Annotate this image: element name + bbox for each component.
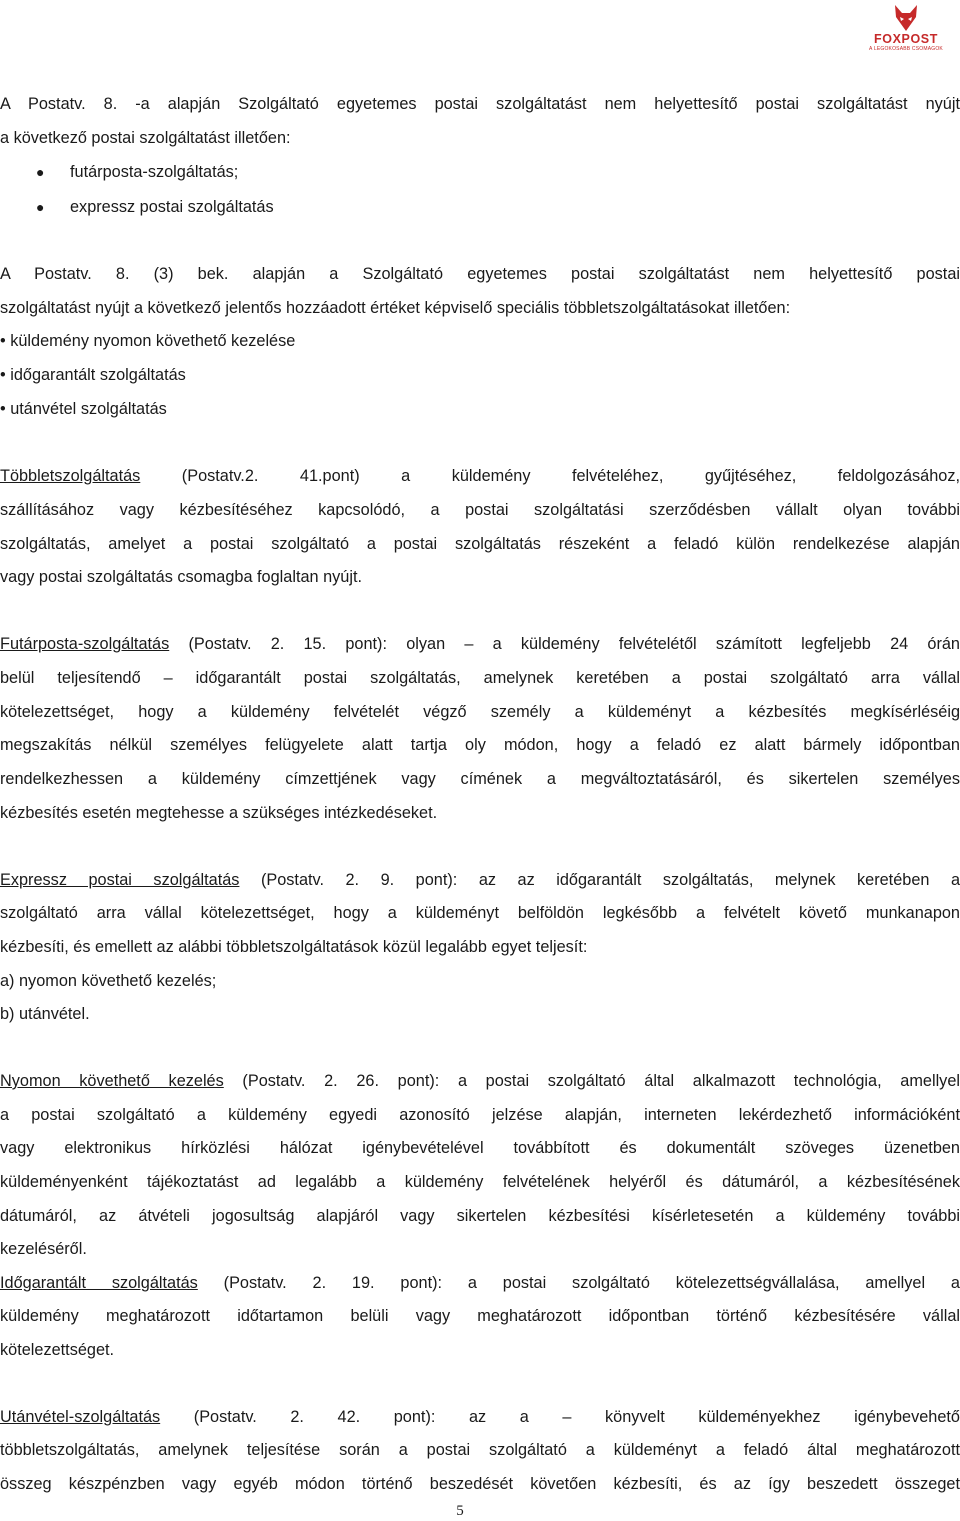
definition-line: a postai szolgáltató a küldemény egyedi azonosító jelzése alapján, interneten lekérdezhető információként <box>0 1106 960 1124</box>
definition-line: dátumáról, az átvételi jogosultság alapjáról vagy sikertelen kézbesítési kísérletesetén a küldemény további <box>0 1207 960 1225</box>
definition-line: megszakítás nélkül személyes felügyelete alatt tartja oly módon, hogy a feladó ez alatt bármely időpontban <box>0 736 960 754</box>
definition-line: kézbesítés esetén megtehesse a szükséges intézkedéseket. <box>0 804 438 822</box>
definition-line: vagy postai szolgáltatás csomagba foglaltan nyújt. <box>0 568 363 586</box>
list-item: futárposta-szolgáltatás; <box>70 163 239 181</box>
list-item: • utánvétel szolgáltatás <box>0 400 167 418</box>
definition-line: szolgáltató arra vállal kötelezettséget, hogy a küldeményt belföldön legkésőbb a felvételt követő munkanapon <box>0 904 960 922</box>
term-idogarantalt: Időgarantált szolgáltatás <box>0 1274 198 1292</box>
definition-expressz-line1: Expressz postai szolgáltatás (Postatv. 2. 9. pont): az az időgarantált szolgáltatás, melynek keretében a <box>0 871 960 889</box>
list-item: expressz postai szolgáltatás <box>70 198 274 216</box>
term-utanvetel: Utánvétel-szolgáltatás <box>0 1408 161 1426</box>
term-tobbletszolgaltatas: Többletszolgáltatás <box>0 467 141 485</box>
definition-line: összeg készpénzben vagy egyéb módon történő beszedését követően kézbesíti, és az így beszedett összeget <box>0 1475 960 1493</box>
definition-line: szolgáltatás, amelyet a postai szolgáltató a postai szolgáltatás részeként a feladó külön rendelkezése alapján <box>0 535 960 553</box>
section1-intro-line2: a következő postai szolgáltatást illetően: <box>0 129 291 147</box>
definition-line: a) nyomon követhető kezelés; <box>0 972 217 990</box>
logo-slogan: A LEGOKOSABB CSOMAGOK <box>869 46 943 52</box>
definition-line: vagy elektronikus hírközlési hálózat igénybevételével továbbított és dokumentált szöveges üzenetben <box>0 1139 960 1157</box>
definition-line: kötelezettséget, hogy a küldemény felvételét végző személy a küldeményt a kézbesítés megkísérléséig <box>0 703 960 721</box>
foxpost-logo <box>866 4 946 70</box>
term-futarposta: Futárposta-szolgáltatás <box>0 635 170 653</box>
definition-utanvetel-line1: Utánvétel-szolgáltatás (Postatv. 2. 42. pont): az a – könyvelt küldeményekhez igénybevehető <box>0 1408 960 1426</box>
section2-line2: szolgáltatást nyújt a következő jelentős hozzáadott értéket képviselő speciális többletszolgáltatásokat illetően: <box>0 299 791 317</box>
term-expressz: Expressz postai szolgáltatás <box>0 871 240 889</box>
section2-line1: A Postatv. 8. (3) bek. alapján a Szolgáltató egyetemes postai szolgáltatást nem helyettesítő postai <box>0 265 960 283</box>
definition-line: rendelkezhessen a küldemény címzettjének vagy címének a megváltoztatásáról, és sikertelen személyes <box>0 770 960 788</box>
bullet-marker: ● <box>36 199 45 215</box>
definition-idogar-line1: Időgarantált szolgáltatás (Postatv. 2. 19. pont): a postai szolgáltató kötelezettségvállalása, amellyel a <box>0 1274 960 1292</box>
fox-head-icon <box>893 4 919 32</box>
definition-line: küldemény meghatározott időtartamon belüli vagy meghatározott időpontban történő kézbesítésére vállal <box>0 1307 960 1325</box>
page-number: 5 <box>456 1503 464 1519</box>
logo-brand: FOXPOST <box>874 32 938 46</box>
definition-line: küldeményenként tájékoztatást ad legalább a küldemény felvételének helyéről és dátumáról, a kézbesítésének <box>0 1173 960 1191</box>
section1-intro-line1: A Postatv. 8. -a alapján Szolgáltató egyetemes postai szolgáltatást nem helyettesítő postai szolgáltatást nyújt <box>0 95 960 113</box>
list-item: • küldemény nyomon követhető kezelése <box>0 332 296 350</box>
definition-tobblet-line1: Többletszolgáltatás (Postatv.2. 41.pont) a küldemény felvételéhez, gyűjtéséhez, feldolgozásához, <box>0 467 960 485</box>
definition-line: többletszolgáltatás, amelynek teljesítése során a postai szolgáltató a küldeményt a feladó által meghatározott <box>0 1441 960 1459</box>
definition-line: kötelezettséget. <box>0 1341 115 1359</box>
definition-futar-line1: Futárposta-szolgáltatás (Postatv. 2. 15. pont): olyan – a küldemény felvételétől számított legfeljebb 24 órán <box>0 635 960 653</box>
definition-line: belül teljesítendő – időgarantált postai szolgáltatás, amelynek keretében a postai szolgáltató arra vállal <box>0 669 960 687</box>
term-nyomon-kovetheto: Nyomon követhető kezelés <box>0 1072 224 1090</box>
bullet-marker: ● <box>36 164 45 180</box>
definition-line: szállításához vagy kézbesítéséhez kapcsolódó, a postai szolgáltatási szerződésben vállalt olyan további <box>0 501 960 519</box>
definition-line: kézbesíti, és emellett az alábbi többletszolgáltatások közül legalább egyet teljesít: <box>0 938 588 956</box>
list-item: • időgarantált szolgáltatás <box>0 366 186 384</box>
definition-nyomon-line1: Nyomon követhető kezelés (Postatv. 2. 26. pont): a postai szolgáltató által alkalmazott technológia, amellyel <box>0 1072 960 1090</box>
definition-line: kezeléséről. <box>0 1240 87 1258</box>
definition-line: b) utánvétel. <box>0 1005 90 1023</box>
